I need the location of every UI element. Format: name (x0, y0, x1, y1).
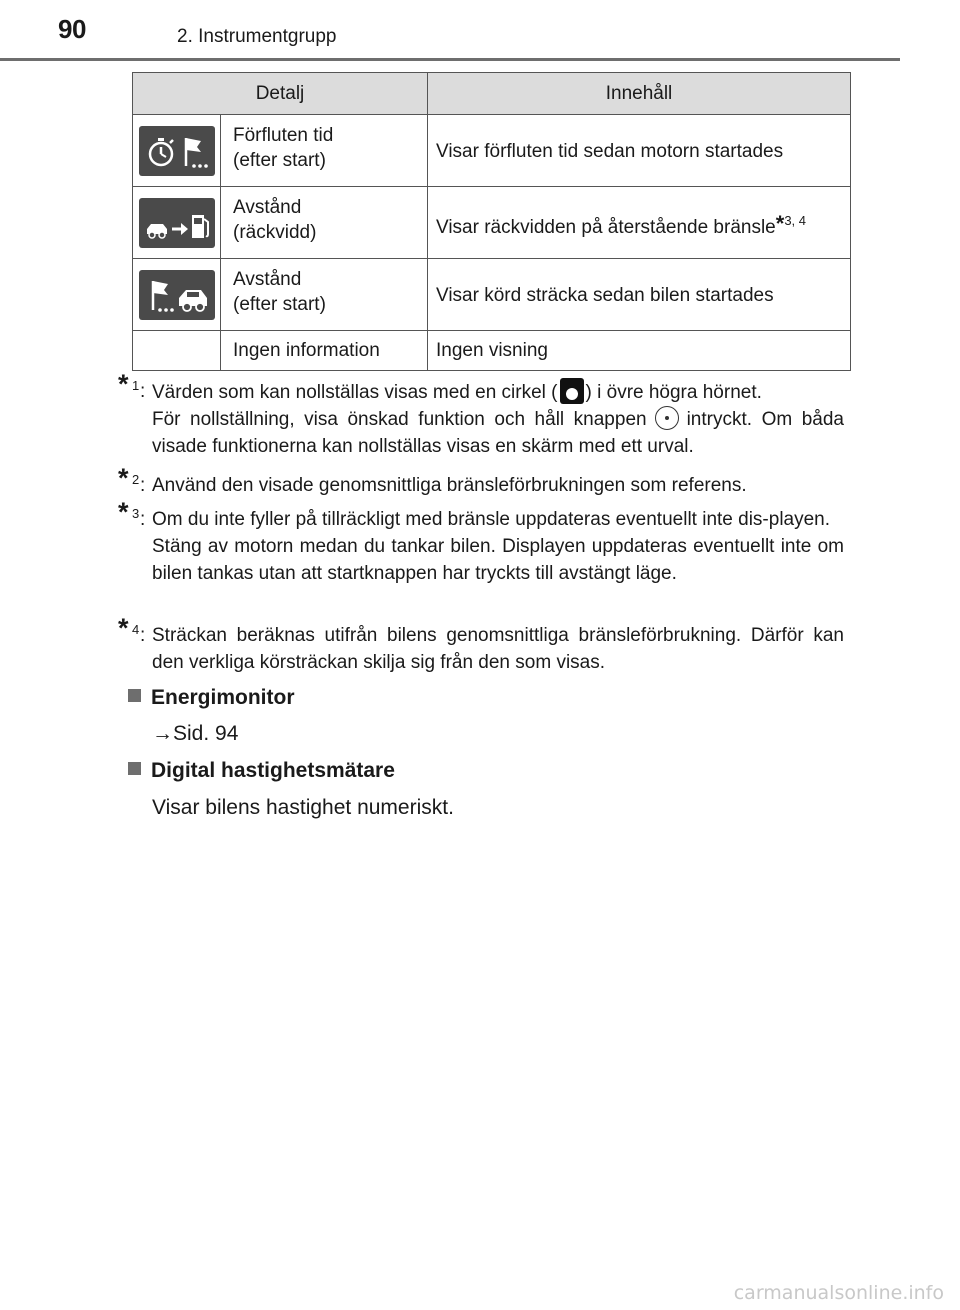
square-bullet-icon (128, 762, 141, 775)
section-text: Visar bilens hastighet numeriskt. (152, 796, 454, 819)
row-name-line1: Avstånd (233, 269, 302, 290)
square-bullet-icon (128, 689, 141, 702)
footnote-star: * (118, 613, 129, 643)
footnote-text: Använd den visade genomsnittliga bränsleförbrukningen som referens. (152, 475, 747, 496)
row-name-line1: Avstånd (233, 197, 302, 218)
section-heading-text: Energimonitor (151, 686, 295, 709)
row-name-line1: Förfluten tid (233, 125, 334, 146)
footnote-2 (118, 463, 844, 499)
table-row (133, 259, 851, 331)
table-row (133, 187, 851, 259)
reset-dot-icon (560, 378, 584, 404)
footnote-ref: 2 (132, 472, 140, 487)
footnote-text: intryckt. Om båda visade funktionerna kan nollställas visas en skärm med ett urval. (152, 409, 844, 457)
footnote-text: Stäng av motorn medan du tankar bilen. Displayen uppdateras eventuellt inte om bilen tankas utan att startknappen har tryckts till avstängt läge. (152, 536, 844, 584)
footnote-colon: : (140, 381, 146, 402)
page-reference: Sid. 94 (173, 722, 239, 745)
footnote-star: * (118, 497, 129, 527)
footnote-star: * (118, 463, 129, 493)
footnote-3 (118, 497, 844, 587)
watermark: carmanualsonline.info (733, 1282, 944, 1304)
arrow-icon: → (152, 722, 173, 745)
detail-table (132, 72, 851, 371)
footnote-ref: 4 (132, 622, 140, 637)
row-description: Visar körd sträcka sedan bilen startades (428, 259, 851, 331)
footnote-colon: : (140, 475, 146, 496)
footnote-4 (118, 613, 844, 676)
section-text (152, 722, 238, 746)
footnote-ref: 3 (132, 506, 140, 521)
row-description: Ingen visning (428, 331, 851, 371)
section-title: 2. Instrumentgrupp (177, 26, 337, 47)
footnote-text: Sträckan beräknas utifrån bilens genomsnittliga bränsleförbrukning. Därför kan den verkliga körsträckan skilja sig från den som visas. (152, 625, 844, 673)
page-number: 90 (58, 14, 86, 44)
column-header-content: Innehåll (428, 73, 851, 115)
ok-button-icon (655, 406, 679, 430)
footnote-text: Om du inte fyller på tillräckligt med bränsle uppdateras eventuellt inte dis-playen. (152, 509, 831, 530)
section-heading-text: Digital hastighetsmätare (151, 759, 395, 782)
footnote-colon: : (140, 509, 146, 530)
table-row (133, 115, 851, 187)
footnote-1 (118, 369, 844, 460)
flag-car-icon (139, 270, 215, 320)
row-description: Visar räckvidden på återstående bränsle (436, 216, 776, 238)
footnote-colon: : (140, 625, 146, 646)
table-row (133, 331, 851, 371)
row-name-line2: (efter start) (233, 294, 326, 315)
footnote-star: * (118, 369, 129, 399)
footnote-star: * (775, 210, 785, 236)
empty-icon-cell (133, 331, 221, 371)
footnote-ref: 1 (132, 378, 140, 393)
footnote-text: ) i övre högra hörnet. (585, 382, 762, 403)
section-heading (128, 759, 395, 783)
footnote-text: Värden som kan nollställas visas med en cirkel ( (152, 382, 558, 403)
row-description: Visar förfluten tid sedan motorn startades (428, 115, 851, 187)
stopwatch-flag-icon (139, 126, 215, 176)
footnote-text: För nollställning, visa önskad funktion och håll knappen (152, 409, 647, 430)
row-name-line2: (räckvidd) (233, 222, 317, 243)
row-name-line1: Ingen information (221, 331, 428, 371)
car-arrow-fuel-pump-icon (139, 198, 215, 248)
header-rule (0, 58, 900, 61)
section-heading (128, 686, 295, 710)
column-header-detail: Detalj (133, 73, 428, 115)
footnote-refs: 3, 4 (784, 212, 806, 228)
row-name-line2: (efter start) (233, 150, 326, 171)
